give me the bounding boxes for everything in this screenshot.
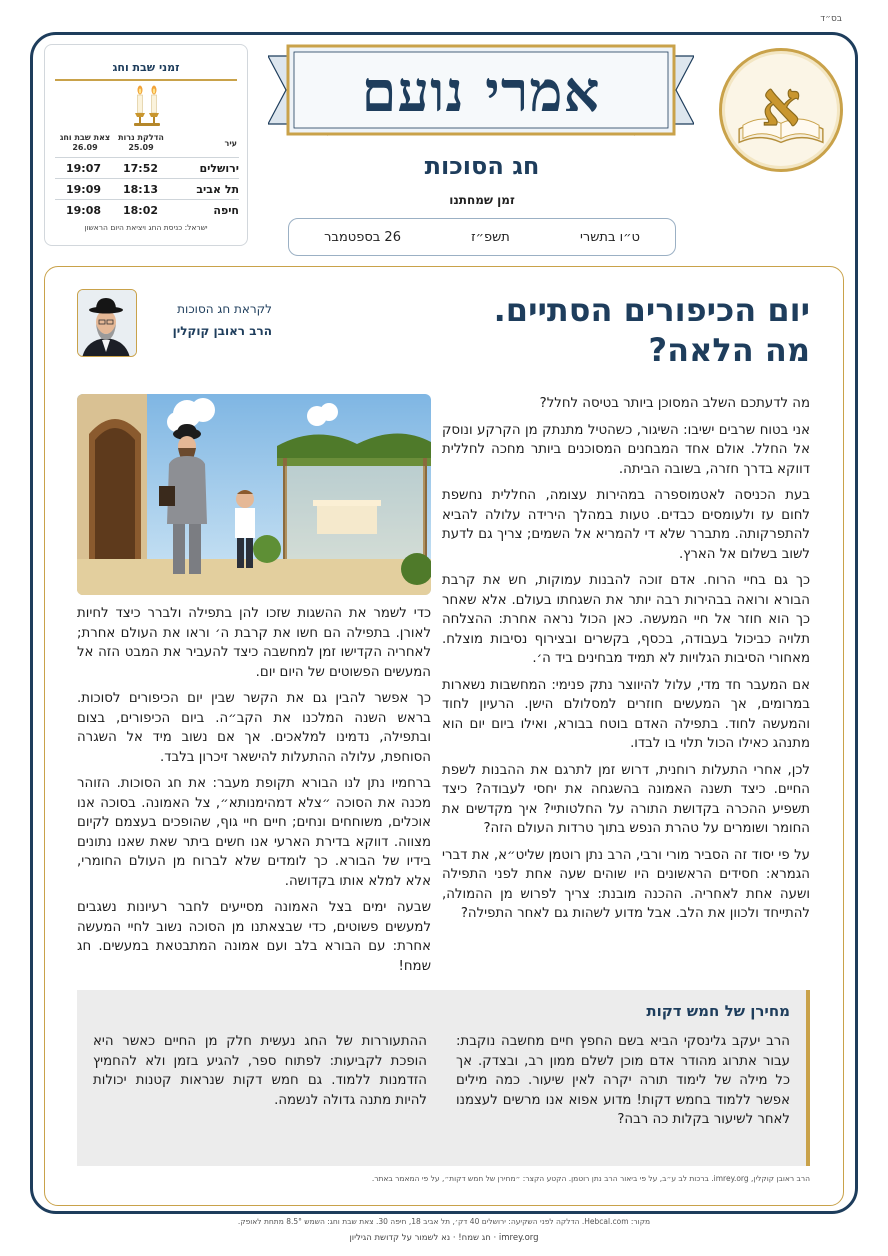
times-cell-city: ירושלים: [169, 158, 239, 179]
times-cell-candles: 17:52: [112, 158, 169, 179]
times-note: ישראל: כניסת החג ויציאת היום הראשון: [84, 223, 208, 232]
article-paragraph: אם המעבר חד מדי, עלול להיווצר נתק פנימי: המחשבות נשארות במרומים, אך המעשים חוזרים למסלולם הישן. הרעיון לחוד והמעשה לחוד. בתפילה האדם בוטח בבורא, ואילו ביום יום הוא מתנהג כאילו הכול תלוי בו לבדו.: [442, 677, 810, 751]
logo-letter: א: [761, 69, 801, 141]
sidebar-text-right: הרב יעקב גלינסקי הביא בשם החפץ חיים מחשבה נוקבת: עבור אתרוג מהודר אדם מוכן לשלם ממון רב, ובצדק. אך כל מילה של לימוד תורה יקרה לאין שיעור. כמה מילים אפשר ללמוד בחמש דקות! מדוע אפוא אנו מרשים לעצמנו לאחר לשיעור בקלות כה רבה?: [456, 1034, 790, 1127]
page-footer: imrey.org · חג שמח! · נא לשמור על קדושת הגיליון: [349, 1233, 539, 1243]
times-title: זמני שבת וחג: [112, 61, 180, 74]
hebrew-year: תשפ״ז: [471, 229, 510, 245]
times-source: מקור: Hebcal.com. הדלקה לפני השקיעה: ירושלים 40 דק׳, תל אביב 18, חיפה 30. צאת שבת וחג: השמש 8.5° מתחת לאופק.: [237, 1217, 651, 1226]
article-paragraph: אני בטוח שרבים ישיבו: השיגור, כשהטיל מתנתק מן הקרקע ונוסק אל החלל. אולם אחד המבחנים המסוכנים ביותר מחכה לחללית דווקא בדרך חזרה, בשובה הביתה.: [442, 422, 810, 477]
bsd-mark: בס״ד: [820, 14, 842, 24]
date-box: [288, 218, 676, 256]
sidebar-title: מחירן של חמש דקות: [646, 1002, 790, 1020]
article-paragraph: בעת הכניסה לאטמוספרה במהירות עצומה, החללית נחשפת לחום עז ולעומסים כבדים. טעות במהלך הירידה עלולה להביא להתפרקותה. מתברר שלא די להמריא אל השמים; צריך גם לדעת לשוב בשלום אל הארץ.: [442, 488, 810, 562]
hebrew-date: ט״ו בתשרי: [579, 229, 640, 245]
article-paragraph: מה לדעתכם השלב המסוכן ביותר בטיסה לחלל?: [539, 396, 810, 411]
aleph-book-logo: [719, 48, 843, 172]
times-cell-city: חיפה: [169, 200, 239, 221]
times-header: [53, 133, 239, 155]
holiday-name: חג הסוכות: [424, 152, 540, 180]
col-city: עיר: [224, 139, 237, 148]
article-paragraph: לכן, אחרי התעלות רוחנית, דרוש זמן לתרגם את ההבנות לשפת החיים. כיצד תשנה האמונה בהשגחה את יחסי לעבודה? כיצד תשפיע ההכרה בקדושת התורה על החלטותיי? איך מקדשים את החומר ושומרים על טהרת הנפש בתוך טרדות העולם הזה?: [442, 762, 810, 836]
times-table: [55, 157, 239, 221]
shabbat-times-box: [44, 44, 248, 246]
sukkah-illustration: [77, 394, 431, 595]
times-divider: [55, 79, 237, 81]
headline-line-1: יום הכיפורים הסתיים.: [493, 291, 810, 329]
gregorian-date: 26 בספטמבר: [324, 229, 401, 245]
article-column-left: [77, 604, 431, 983]
article-headline: [440, 290, 810, 370]
rabbi-portrait: [77, 289, 137, 357]
article-paragraph: ברחמיו נתן לנו הבורא תקופת מעבר: את חג הסוכות. הזוהר מכנה את הסוכה ״צלא דמהימנותא״, צל האמונה. בסוכה אנו אוכלים, משוחחים ונחים; חיים חיי גוף, שהופכים בעצמם לקיום מצווה. דווקא בדירת הארעי אנו חשים ביתר שאת שאנו נתונים בידיו של הבורא. כך לומדים שלא לברוח מן העולם החומרי, אלא למלא אותו בקדושה.: [77, 776, 431, 889]
article-kicker: לקראת חג הסוכות: [177, 302, 272, 316]
times-cell-candles: 18:02: [112, 200, 169, 221]
times-cell-end: 19:07: [55, 158, 112, 179]
candles-icon: [131, 85, 163, 127]
times-row: [55, 158, 239, 179]
sidebar-box: [77, 990, 810, 1166]
holiday-subtitle: זמן שמחתנו: [449, 193, 515, 207]
masthead-title: אמרי נועם: [361, 59, 601, 125]
article-paragraph: על פי יסוד זה הסביר מורי ורבי, הרב נתן רוטמן שליט״א, את דברי הגמרא: חסידים הראשונים היו שוהים שעה אחת לפני התפילה ושעה אחת לאחריה. ההכנה מובנת: צריך לפרוש מן ההמולה, להתייחד ולכוון את הלב. אבל מדוע לשהות גם לאחר התפילה?: [442, 847, 810, 921]
sidebar-text-left: ההתעוררות של החג נעשית חלק מן החיים כאשר היא הופכת לקביעות: לפתוח ספר, להגיע בזמן ולא להחמיץ הזדמנות ללמוד. גם חמש דקות שנראות קטנות יכולות להיות מתנה גדולה לנשמה.: [93, 1034, 427, 1108]
article-column-right: [442, 394, 810, 931]
author-block: [142, 302, 272, 338]
article-paragraph: כדי לשמר את ההשגות שזכו להן בתפילה ולברר כיצד לחיות לאורן. בתפילה הם חשו את קרבת ה׳ וראו את העולם אחרת; לאחריה הקדישו זמן למחשבה כיצד להעביר את המבט הזה אל המעשים הפשוטים של היום יום.: [77, 606, 431, 680]
times-cell-end: 19:09: [55, 179, 112, 200]
col-candles: הדלקת נרות 25.09: [118, 133, 164, 152]
article-paragraph: כך גם בחיי הרוח. אדם זוכה להבנות עמוקות, חש את קרבת הבורא ורואה בבהירות רבה יותר את השגחתו בעולם. אלא שאחר כך הוא חוזר אל חיי המעשה. כאן הכול נראה אחרת: ההצלחה תלויה כביכול בעבודה, בכסף, בקשרים ובצירוף נסיבות מוצלח. מאחורי הסיבות הגלויות לא תמיד מבחינים ביד ה׳.: [442, 573, 810, 666]
article-paragraph: כך אפשר להבין גם את הקשר שבין יום הכיפורים לסוכות. בראש השנה המלכנו את הקב״ה. ביום הכיפורים, בצום ובתפילה, נדמינו למלאכים. אך אם נשוב מיד אל השגרה הסוחפת, עלולה ההתעלות להישאר זיכרון בלבד.: [77, 691, 431, 765]
col-end: צאת שבת וחג 26.09: [59, 133, 111, 152]
headline-line-2: מה הלאה?: [648, 331, 810, 369]
times-row: [55, 179, 239, 200]
times-cell-end: 19:08: [55, 200, 112, 221]
times-row: [55, 200, 239, 221]
times-cell-candles: 18:13: [112, 179, 169, 200]
title-banner: [268, 44, 694, 146]
times-cell-city: תל אביב: [169, 179, 239, 200]
article-paragraph: שבעה ימים בצל האמונה מסייעים לחבר רעיונות נשגבים למעשים פשוטים, כדי שבצאתנו מן הסוכה נשוב לחיי המעשה אחרת: עם הבורא בלב ועם אמונה המתבטאת במעשים. חג שמח!: [77, 900, 431, 974]
author-name: הרב ראובן קוקלין: [172, 324, 272, 338]
article-credit: הרב ראובן קוקלין, imrey.org. ברכות לב ע״ב, על פי ביאור הרב נתן רוטמן. הקטע הקצר: ״מחירן של חמש דקות״, על פי המאמר באתר.: [371, 1174, 810, 1183]
